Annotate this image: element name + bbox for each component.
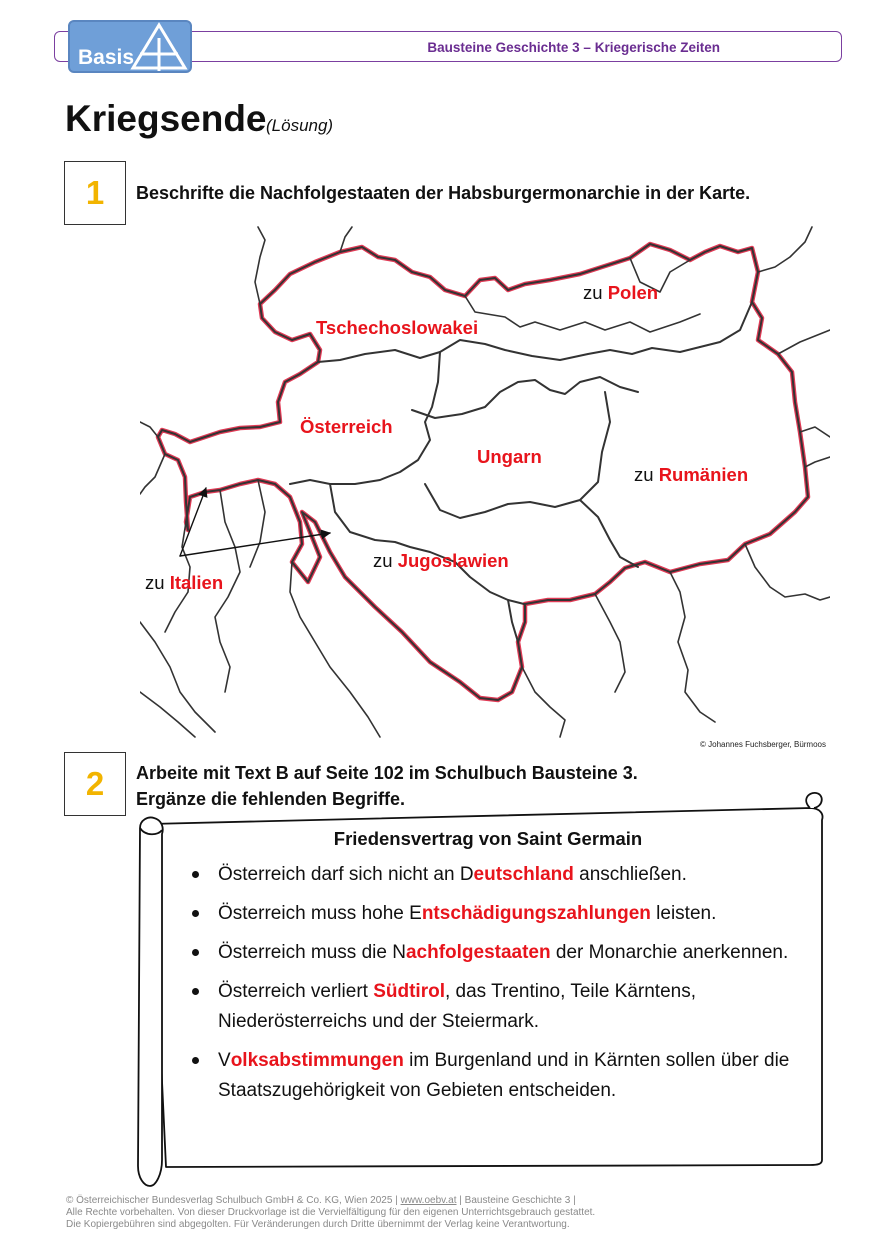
footer-line-3: Die Kopiergebühren sind abgegolten. Für Veränderungen durch Dritte übernimmt der Verlag keine Verantwortung. xyxy=(66,1219,570,1230)
task-1-instruction: Beschrifte die Nachfolgestaaten der Habsburgermonarchie in der Karte. xyxy=(136,183,751,203)
task-1-number: 1 xyxy=(64,161,126,225)
treaty-panel xyxy=(178,828,798,1115)
treaty-item: Österreich muss hohe Entschädigungszahlungen leisten. xyxy=(178,899,798,929)
map-credit: © Johannes Fuchsberger, Bürmoos xyxy=(700,740,826,749)
publisher-logo xyxy=(68,20,192,73)
logo-triangle-icon xyxy=(130,22,192,73)
footer-line-2: Alle Rechte vorbehalten. Von dieser Druckvorlage ist die Vervielfältigung für den eigenen Unterrichtsgebrauch gestattet. xyxy=(66,1207,596,1218)
page-title: Kriegsende xyxy=(65,98,267,139)
label-jugoslawien: zu Jugoslawien xyxy=(373,550,509,571)
treaty-list xyxy=(178,860,798,1106)
treaty-title: Friedensvertrag von Saint Germain xyxy=(333,828,643,849)
task-2-number: 2 xyxy=(64,752,126,816)
treaty-item: Österreich darf sich nicht an Deutschland anschließen. xyxy=(178,860,798,890)
treaty-item: Österreich muss die Nachfolgestaaten der Monarchie anerkennen. xyxy=(178,938,798,968)
series-title: Bausteine Geschichte 3 – Kriegerische Zeiten xyxy=(427,40,720,55)
treaty-item: Volksabstimmungen im Burgenland und in Kärnten sollen über die Staatszugehörigkeit von Gebieten entscheiden. xyxy=(178,1046,798,1106)
footer-line-1: © Österreichischer Bundesverlag Schulbuch GmbH & Co. KG, Wien 2025 | www.oebv.at | Bausteine Geschichte 3 | xyxy=(66,1195,576,1206)
footer xyxy=(66,1195,595,1231)
treaty-item: Österreich verliert Südtirol, das Trentino, Teile Kärntens, Niederösterreichs und der Steiermark. xyxy=(178,977,798,1037)
page-subtitle: (Lösung) xyxy=(266,116,334,135)
publisher-link[interactable]: www.oebv.at xyxy=(400,1195,457,1206)
label-polen: zu Polen xyxy=(583,282,659,303)
label-oesterreich: Österreich xyxy=(300,416,393,437)
label-ungarn: Ungarn xyxy=(477,446,542,467)
label-tschechoslowakei: Tschechoslowakei xyxy=(316,317,479,338)
label-italien: zu Italien xyxy=(145,572,224,593)
task-2-line-1: Arbeite mit Text B auf Seite 102 im Schulbuch Bausteine 3. xyxy=(136,763,638,783)
task-2-line-2: Ergänze die fehlenden Begriffe. xyxy=(136,789,406,809)
successor-states-map xyxy=(140,222,830,742)
label-rumaenien: zu Rumänien xyxy=(634,464,749,485)
logo-text: Basis xyxy=(78,46,135,69)
